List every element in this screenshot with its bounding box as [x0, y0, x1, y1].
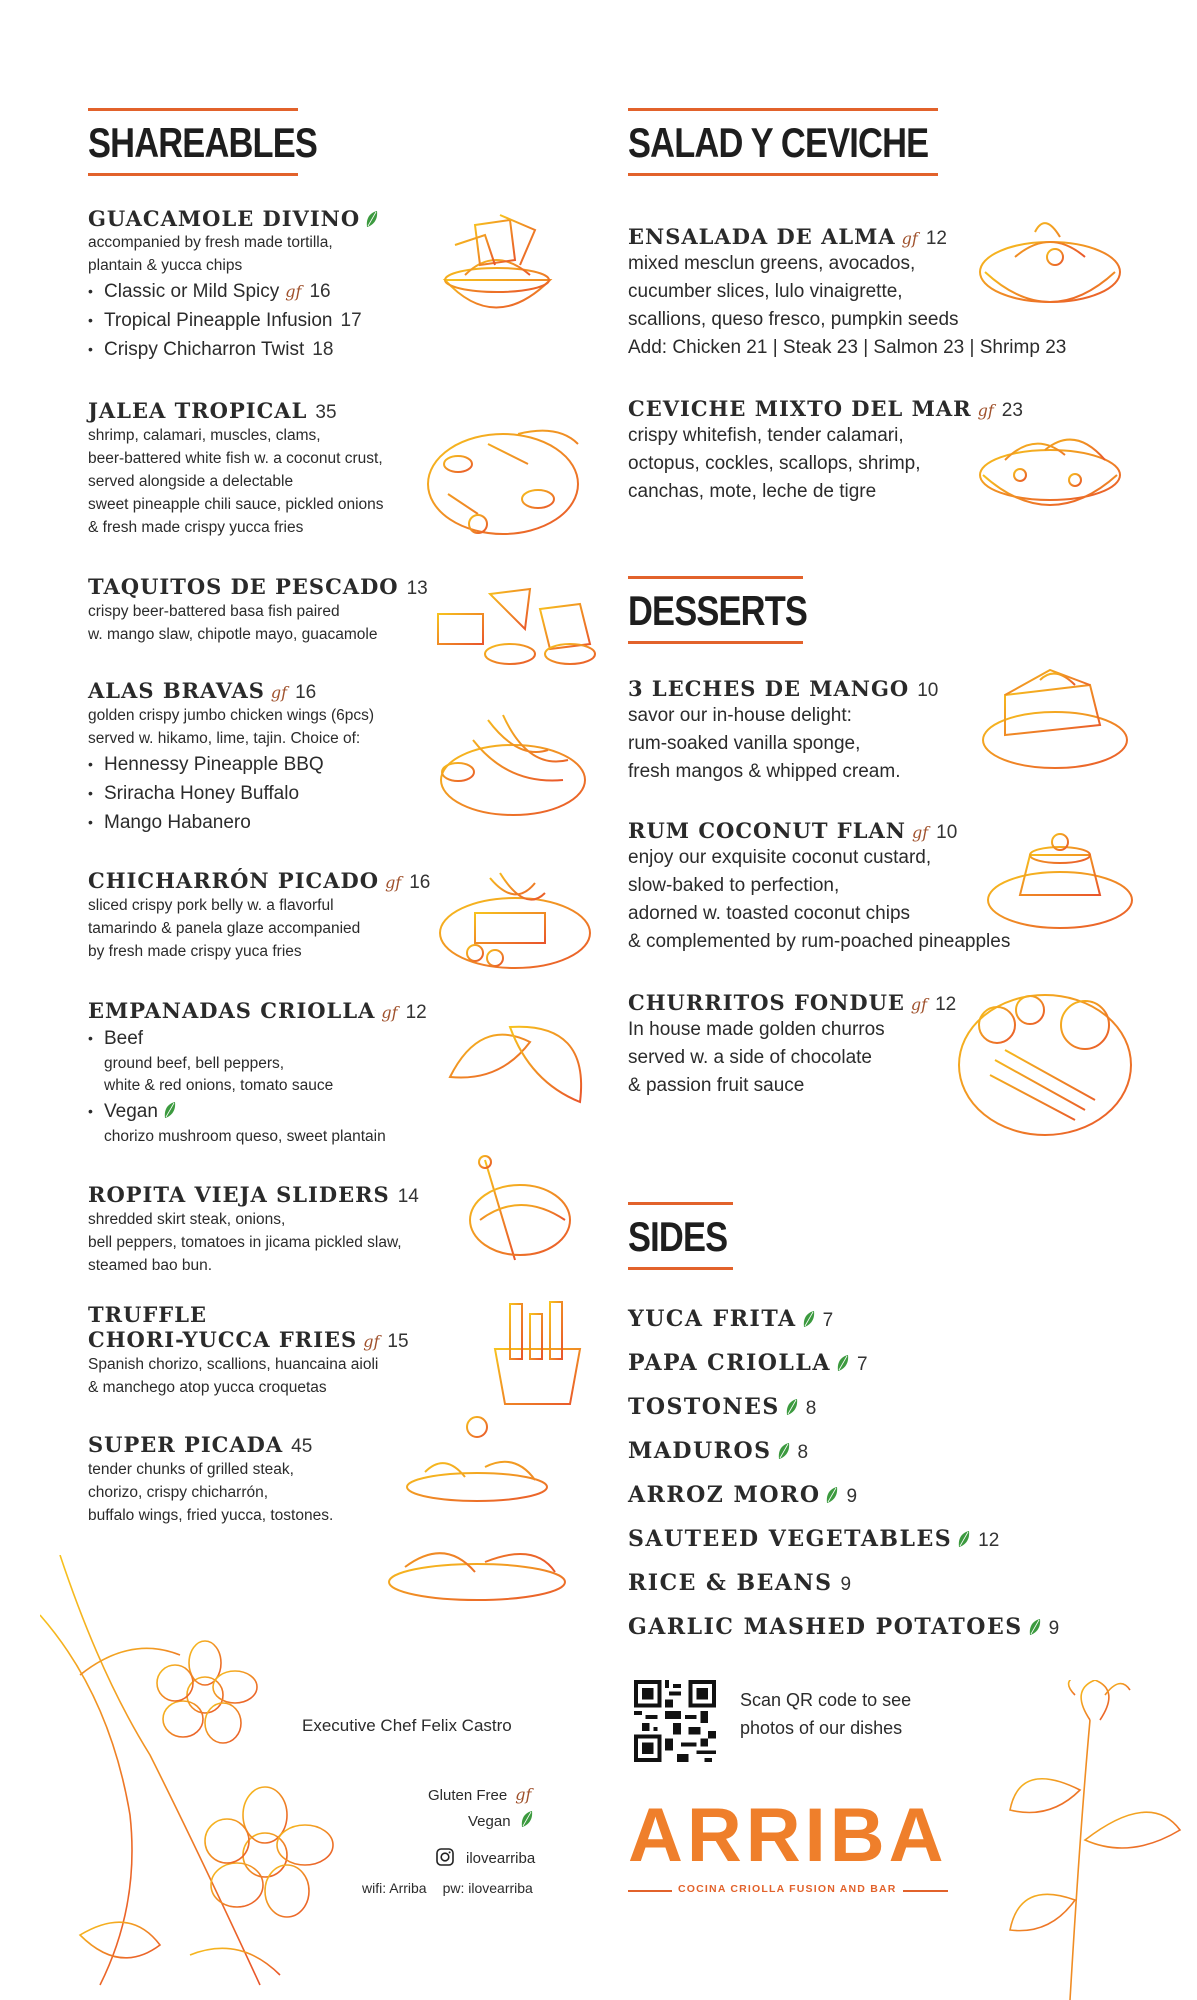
- desc-line: sliced crispy pork belly w. a flavorful: [88, 897, 334, 914]
- desc-line: Add: Chicken 21 | Steak 23 | Salmon 23 | Shrimp 23: [628, 337, 1067, 358]
- item-name: CHURRITOS FONDUE: [628, 990, 905, 1015]
- legend-gf-label: Gluten Free gf: [428, 1785, 532, 1804]
- item-name: TAQUITOS DE PESCADO: [88, 574, 399, 599]
- desc-line: served w. a side of chocolate: [628, 1047, 872, 1068]
- vegan-leaf-icon: [164, 1101, 176, 1119]
- desc-line: octopus, cockles, scallops, shrimp,: [628, 453, 921, 474]
- side-item: YUCA FRITA 7: [628, 1306, 834, 1332]
- ceviche-illustration: [975, 420, 1125, 535]
- guacamole-illustration: [425, 205, 565, 345]
- item-name: CHICHARRÓN PICADO: [88, 868, 380, 893]
- option: • Mango Habanero: [88, 808, 448, 837]
- item-price: 16: [295, 682, 317, 703]
- fries-illustration: [485, 1294, 590, 1409]
- item-name: JALEA TROPICAL: [88, 398, 308, 423]
- desc-line: buffalo wings, fried yucca, tostones.: [88, 1507, 334, 1524]
- item-price: 12: [405, 1002, 427, 1023]
- side-item: TOSTONES 8: [628, 1394, 817, 1420]
- menu-item-taquitos: [88, 574, 448, 646]
- shareables-header: [88, 108, 318, 176]
- chicharron-illustration: [435, 868, 595, 978]
- churros-illustration: [955, 980, 1135, 1140]
- item-price: 45: [291, 1436, 313, 1457]
- desc-line: rum-soaked vanilla sponge,: [628, 733, 861, 754]
- cake-illustration: [980, 655, 1130, 775]
- vegan-leaf-icon: [778, 1442, 790, 1460]
- desc-line: crispy beer-battered basa fish paired: [88, 603, 340, 620]
- side-item: GARLIC MASHED POTATOES 9: [628, 1614, 1060, 1640]
- wifi-info: wifi: Arriba pw: ilovearriba: [362, 1880, 533, 1896]
- item-price: 13: [406, 578, 428, 599]
- item-name: RUM COCONUT FLAN: [628, 818, 906, 843]
- gf-badge: gf: [381, 1003, 398, 1022]
- option: • Sriracha Honey Buffalo: [88, 779, 448, 808]
- item-price: 12: [925, 228, 947, 249]
- qr-caption-line2: photos of our dishes: [740, 1718, 903, 1738]
- vegan-leaf-icon: [803, 1310, 815, 1328]
- gf-badge: gf: [910, 995, 928, 1014]
- item-price: 35: [315, 402, 337, 423]
- sliders-illustration: [455, 1150, 575, 1280]
- desc-line: shredded skirt steak, onions,: [88, 1211, 286, 1228]
- sides-title: SIDES: [628, 1213, 728, 1260]
- item-desc: accompanied by fresh made tortilla, plantain & yucca chips: [88, 234, 333, 274]
- item-name: EMPANADAS CRIOLLA: [88, 998, 376, 1023]
- option-beef: • Beef: [88, 1024, 448, 1053]
- gf-badge: gf: [270, 683, 288, 702]
- menu-item-alas: [88, 678, 448, 837]
- vegan-leaf-icon: [837, 1354, 849, 1372]
- desc-line: shrimp, calamari, muscles, clams,: [88, 427, 321, 444]
- menu-item-chicharron: [88, 868, 448, 963]
- desc-line: enjoy our exquisite coconut custard,: [628, 847, 932, 868]
- desc-line: sweet pineapple chili sauce, pickled onions: [88, 496, 384, 513]
- side-item: MADUROS 8: [628, 1438, 809, 1464]
- gf-badge: gf: [911, 823, 929, 842]
- desc-line: tender chunks of grilled steak,: [88, 1461, 294, 1478]
- desc-line: fresh mangos & whipped cream.: [628, 761, 901, 782]
- item-price: 10: [936, 822, 958, 843]
- item-price: 10: [917, 680, 939, 701]
- qr-caption-line1: Scan QR code to see: [740, 1690, 912, 1710]
- menu-item-empanadas: [88, 998, 448, 1148]
- desc-line: served alongside a delectable: [88, 473, 294, 490]
- item-price: 23: [1001, 400, 1023, 421]
- option-desc: ground beef, bell peppers,: [104, 1055, 285, 1072]
- desc-line: by fresh made crispy yuca fries: [88, 943, 302, 960]
- desc-line: In house made golden churros: [628, 1019, 885, 1040]
- side-item: SAUTEED VEGETABLES 12: [628, 1526, 1000, 1552]
- desc-line: golden crispy jumbo chicken wings (6pcs): [88, 707, 375, 724]
- option-chicharron: • Crispy Chicharron Twist 18: [88, 335, 428, 364]
- desc-line: scallions, queso fresco, pumpkin seeds: [628, 309, 959, 330]
- brand-logo: ARRIBA: [628, 1793, 948, 1878]
- sides-header: [628, 1202, 733, 1270]
- salad-title: SALAD Y CEVICHE: [628, 119, 929, 166]
- gf-badge: gf: [901, 229, 918, 248]
- vegan-leaf-icon: [521, 1810, 533, 1828]
- desc-line: cucumber slices, lulo vinaigrette,: [628, 281, 903, 302]
- item-name: CHORI-YUCCA FRIES: [88, 1327, 358, 1352]
- item-name: TRUFFLE: [88, 1302, 207, 1327]
- item-name: GUACAMOLE DIVINO: [88, 206, 361, 231]
- floral-decoration-right: [1000, 1680, 1185, 2000]
- salad-header: [628, 108, 938, 176]
- desc-line: mixed mesclun greens, avocados,: [628, 253, 916, 274]
- desc-line: slow-baked to perfection,: [628, 875, 840, 896]
- desserts-title: DESSERTS: [628, 587, 808, 634]
- chef-credit: Executive Chef Felix Castro: [302, 1716, 512, 1735]
- desc-line: tamarindo & panela glaze accompanied: [88, 920, 361, 937]
- flan-illustration: [985, 830, 1135, 940]
- option-vegan: • Vegan: [88, 1097, 448, 1126]
- vegan-leaf-icon: [958, 1530, 970, 1548]
- instagram-icon: [436, 1848, 454, 1866]
- option-desc: chorizo mushroom queso, sweet plantain: [104, 1128, 386, 1145]
- vegan-leaf-icon: [786, 1398, 798, 1416]
- desc-line: adorned w. toasted coconut chips: [628, 903, 911, 924]
- item-price: 14: [397, 1186, 419, 1207]
- desc-line: beer-battered white fish w. a coconut crust,: [88, 450, 383, 467]
- side-item: ARROZ MORO 9: [628, 1482, 858, 1508]
- legend-vegan-label: Vegan: [468, 1810, 533, 1830]
- item-name: 3 LECHES DE MANGO: [628, 676, 910, 701]
- menu-item-truffle: [88, 1302, 468, 1399]
- wings-illustration: [428, 700, 588, 820]
- item-name: SUPER PICADA: [88, 1432, 284, 1457]
- floral-decoration-left: [40, 1555, 370, 1995]
- instagram-handle[interactable]: ilovearriba: [436, 1848, 535, 1867]
- item-price: 15: [387, 1331, 409, 1352]
- item-name: CEVICHE MIXTO DEL MAR: [628, 396, 972, 421]
- option-pineapple: • Tropical Pineapple Infusion 17: [88, 306, 428, 335]
- brand-tagline: COCINA CRIOLLA FUSION AND BAR: [672, 1883, 903, 1895]
- desc-line: canchas, mote, leche de tigre: [628, 481, 877, 502]
- empanadas-illustration: [440, 1012, 600, 1117]
- option: • Hennessy Pineapple BBQ: [88, 750, 448, 779]
- item-name: ENSALADA DE ALMA: [628, 224, 896, 249]
- desc-line: crispy whitefish, tender calamari,: [628, 425, 904, 446]
- desc-line: & complemented by rum-poached pineapples: [628, 931, 1011, 952]
- qr-code[interactable]: [634, 1680, 716, 1762]
- salad-illustration: [975, 212, 1125, 332]
- desc-line: & fresh made crispy yucca fries: [88, 519, 304, 536]
- desserts-header: [628, 576, 808, 644]
- desc-line: served w. hikamo, lime, tajin. Choice of:: [88, 730, 361, 747]
- vegan-leaf-icon: [366, 210, 378, 228]
- desc-line: savor our in-house delight:: [628, 705, 852, 726]
- desc-line: chorizo, crispy chicharrón,: [88, 1484, 269, 1501]
- picada-illustration: [385, 1412, 570, 1612]
- option-classic: • Classic or Mild Spicy gf 16: [88, 277, 428, 306]
- item-name: ROPITA VIEJA SLIDERS: [88, 1182, 390, 1207]
- item-price: 16: [409, 872, 431, 893]
- option-desc: white & red onions, tomato sauce: [104, 1077, 334, 1094]
- side-item: RICE & BEANS 9: [628, 1570, 852, 1596]
- gf-badge: gf: [385, 873, 402, 892]
- menu-item-ropita: [88, 1182, 468, 1277]
- desc-line: steamed bao bun.: [88, 1257, 213, 1274]
- menu-item-guacamole: [88, 206, 428, 364]
- desc-line: & passion fruit sauce: [628, 1075, 805, 1096]
- item-price: 12: [935, 994, 957, 1015]
- gf-badge: gf: [363, 1332, 380, 1351]
- desc-line: bell peppers, tomatoes in jicama pickled slaw,: [88, 1234, 402, 1251]
- gf-badge: gf: [977, 401, 994, 420]
- desc-line: & manchego atop yucca croquetas: [88, 1379, 327, 1396]
- menu-item-jalea: [88, 398, 448, 539]
- jalea-illustration: [418, 404, 593, 554]
- desc-line: Spanish chorizo, scallions, huancaina aioli: [88, 1356, 379, 1373]
- vegan-leaf-icon: [1029, 1618, 1041, 1636]
- item-name: ALAS BRAVAS: [88, 678, 265, 703]
- side-item: PAPA CRIOLLA 7: [628, 1350, 868, 1376]
- desc-line: w. mango slaw, chipotle mayo, guacamole: [88, 626, 378, 643]
- shareables-title: SHAREABLES: [88, 119, 318, 166]
- taquitos-illustration: [430, 574, 600, 674]
- vegan-leaf-icon: [826, 1486, 838, 1504]
